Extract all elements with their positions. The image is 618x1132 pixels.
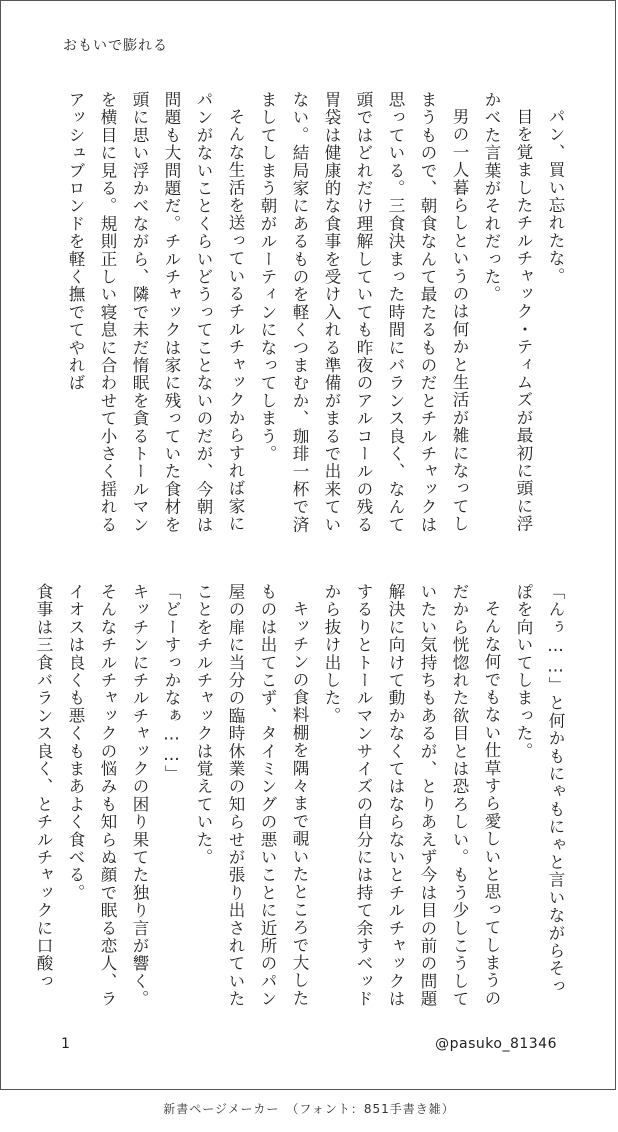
- paragraph: 男の一人暮らしというのは何かと生活が雑になってしまうもので、朝食なんて最たるものだとチルチャックは思っている。三食決まった時間にバランス良く、なんて頭ではどれだけ理解していても昨夜のアルコールの残る胃袋は健康的な食事を受け入れる準備がまるで出来ていない。結局家にあるものを軽くつまむか、珈琲一杯で済ましてしまう朝がルーティンになってしまう。: [258, 91, 469, 534]
- author-handle: @pasuko_81346: [435, 1036, 557, 1052]
- generator-caption: 新書ページメーカー （フォント：851手書き雑）: [163, 1102, 455, 1116]
- paragraph: そんな生活を送っているチルチャックからすれば家にパンがないことくらいどうってことないのだが、今朝は問題も大問題だ。チルチャックは家に残っていた食材を頭に思い浮かべながら、隣で未だ惰眠を貪るトールマンを横目に見る。規則正しい寝息に合わせて小さく揺れるアッシュブロンドを軽く撫でてやれば: [66, 91, 245, 534]
- paragraph: 「んぅ……」と何かもにゃもにゃと言いながらそっぽを向いてしまった。: [514, 583, 565, 996]
- paragraph: 目を覚ましたチルチャック・ティムズが最初に頭に浮かべた言葉がそれだった。: [482, 91, 533, 533]
- paragraph: キッチンにチルチャックの困り果てた独り言が響く。そんなチルチャックの悩みも知らぬ顔で眠る恋人、ライオスは良くも悪くもまあよく食べる。: [66, 583, 149, 1008]
- paragraph: 食事は三食バランス良く、とチルチャックに口酸っ: [34, 583, 53, 991]
- paragraph: 「どーすっかなぁ……」: [162, 583, 181, 783]
- paragraph: キッチンの食料棚を隅々まで覗いたところで大したものは出てこず、タイミングの悪いことに近所のパン屋の扉に当分の臨時休業の知らせが張り出されていたことをチルチャックは覚えていた。: [194, 583, 309, 1008]
- body-text-bottom: [34, 583, 571, 1008]
- page-number: 1: [61, 1036, 70, 1052]
- body-text-top: [51, 91, 571, 543]
- paragraph: パン、買い忘れたな。: [546, 107, 565, 285]
- page-title: おもいで膨れる: [63, 38, 168, 54]
- paragraph: そんな何でもない仕草すら愛しいと思ってしまうのだから恍惚れた欲目とは恐ろしい。もう少しこうしていたい気持ちもあるが、とりあえず今は目の前の問題解決に向けて動かなくてはならないとチルチャックはするりとトールマンサイズの自分には持て余すベッドから抜け出した。: [322, 583, 501, 1008]
